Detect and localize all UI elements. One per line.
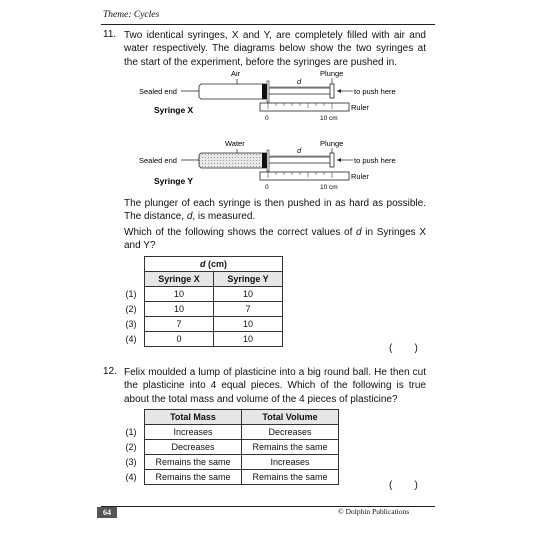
ruler-zero-x: 0	[265, 115, 269, 122]
option-label: (4)	[125, 472, 137, 482]
table-title: d (cm)	[145, 257, 283, 272]
question-12-number: 12.	[103, 366, 117, 377]
publisher-credit: © Dolphin Publications	[338, 507, 410, 516]
cell-mass: Remains the same	[145, 455, 242, 470]
table-row	[118, 317, 283, 332]
cell-mass: Increases	[145, 425, 242, 440]
ruler-zero-y: 0	[265, 184, 269, 191]
header-total-volume: Total Volume	[242, 410, 339, 425]
option-label: (4)	[125, 334, 137, 344]
ruler-ten-x: 10 cm	[320, 115, 338, 122]
question-11-text: Two identical syringes, X and Y, are completely filled with air and water respectively. The diagrams below show the two syringes at the start of the experiment, before the syringes are pushed in.	[124, 30, 426, 68]
table-row	[118, 440, 339, 455]
table-row	[118, 425, 339, 440]
syringe-x-name: Syringe X	[154, 105, 194, 115]
question-11-paragraph-3: Which of the following shows the correct values of d in Syringes X and Y?	[124, 227, 426, 252]
page-number: 64	[97, 507, 117, 518]
cell-volume: Remains the same	[242, 470, 339, 485]
cell-mass: Decreases	[145, 440, 242, 455]
question-11-paragraph-2: The plunger of each syringe is then pushed in as hard as possible. The distance, d, is measured.	[124, 198, 426, 223]
cell-y: 10	[214, 287, 283, 302]
option-label: (3)	[125, 457, 137, 467]
water-label: Water	[225, 139, 245, 148]
cell-volume: Remains the same	[242, 440, 339, 455]
header-total-mass: Total Mass	[145, 410, 242, 425]
cell-x: 7	[145, 317, 214, 332]
option-label: (2)	[125, 442, 137, 452]
syringe-x-diagram	[139, 69, 396, 122]
push-label-y: to push here	[354, 156, 396, 165]
plunger-label-y: Plunge	[320, 139, 344, 148]
option-label: (2)	[125, 304, 137, 314]
answer-bracket-12[interactable]: ( )	[389, 480, 418, 491]
table-row	[118, 332, 283, 347]
question-11-number: 11.	[103, 29, 117, 40]
d-label-x: d	[297, 77, 302, 86]
table-row	[118, 455, 339, 470]
table-row	[118, 470, 339, 485]
sealed-end-label-x: Sealed end	[139, 87, 177, 96]
table-row	[118, 302, 283, 317]
cell-volume: Increases	[242, 455, 339, 470]
cell-y: 10	[214, 332, 283, 347]
header-syringe-x: Syringe X	[145, 272, 214, 287]
cell-y: 7	[214, 302, 283, 317]
cell-y: 10	[214, 317, 283, 332]
header-syringe-y: Syringe Y	[214, 272, 283, 287]
cell-x: 10	[145, 302, 214, 317]
option-label: (1)	[125, 427, 137, 437]
syringe-diagrams	[0, 0, 539, 200]
air-label: Air	[231, 69, 241, 78]
push-label-x: to push here	[354, 87, 396, 96]
answer-bracket-11[interactable]: ( )	[389, 343, 418, 354]
plunger-label-x: Plunge	[320, 69, 344, 78]
sealed-end-label-y: Sealed end	[139, 156, 177, 165]
question-12-options-table	[118, 409, 339, 485]
option-label: (1)	[125, 289, 137, 299]
ruler-label-x: Ruler	[351, 103, 369, 112]
cell-x: 10	[145, 287, 214, 302]
syringe-y-name: Syringe Y	[154, 176, 194, 186]
question-12-text: Felix moulded a lump of plasticine into a big round ball. He then cut the plasticine into 4 equal pieces. Which of the following is true about the total mass and volume of the 4 pieces of plasticine?	[124, 367, 426, 405]
cell-x: 0	[145, 332, 214, 347]
syringe-y-diagram	[139, 139, 396, 191]
option-label: (3)	[125, 319, 137, 329]
table-row	[118, 287, 283, 302]
cell-volume: Decreases	[242, 425, 339, 440]
cell-mass: Remains the same	[145, 470, 242, 485]
question-11-options-table	[118, 256, 283, 347]
theme-header: Theme: Cycles	[103, 10, 160, 20]
ruler-ten-y: 10 cm	[320, 184, 338, 191]
ruler-label-y: Ruler	[351, 172, 369, 181]
d-label-y: d	[297, 146, 302, 155]
